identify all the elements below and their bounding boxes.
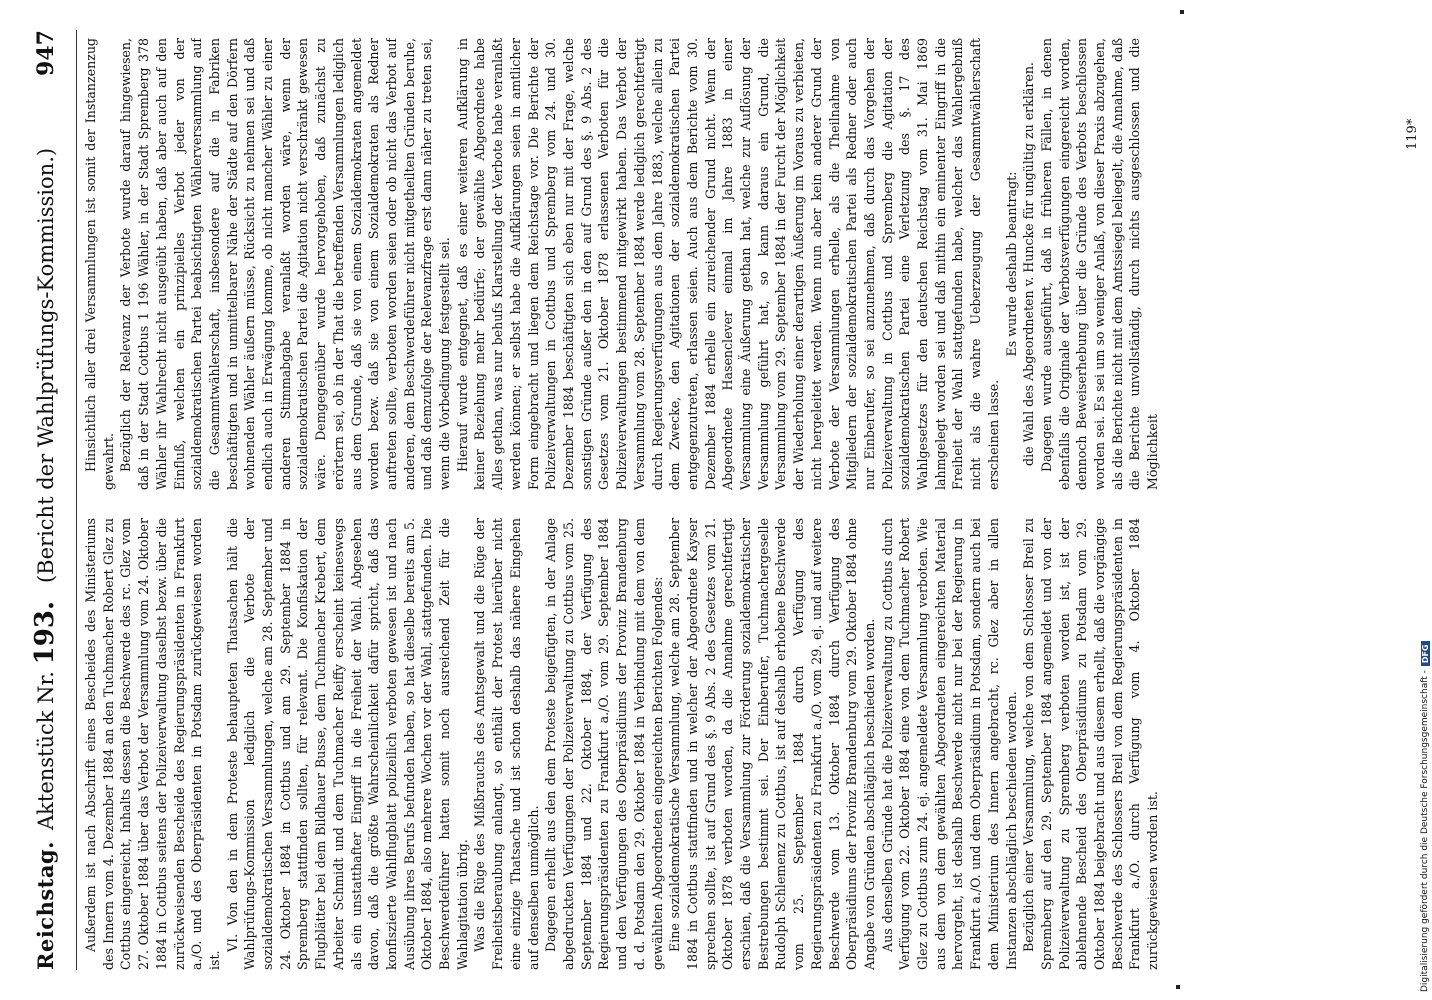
right-paragraph: Bezüglich der Relevanz der Verbote wurde darauf hingewiesen, daß in der Stadt Cottbus 1 196 Wähler, in der Stadt Spremberg 378 Wähler ihr Wahlrecht nicht ausgeübt haben, daß aber auch auf den Einfluß, welchen ein prinzipielles Verbot jeder von der sozialdemokratischen Partei beabsichtigten Wählerversammlung auf die Gesammtwählerschaft, insbesondere auf die in Fabriken beschäftigten und in unmittelbarer Nähe der Städte auf den Dörfern wohnenden Wähler äußern müsse, Rücksicht zu nehmen sei und daß endlich auch in Erwägung komme, ob nicht mancher Wähler zu einer anderen Stimmabgabe veranlaßt worden wäre, wenn der sozialdemokratischen Partei die Agitation nicht verschränkt gewesen wäre. Demgegenüber wurde hervorgehoben, daß zunächst zu erörtern sei, ob in der That die betreffenden Versammlungen lediglich aus dem Grunde, daß sie von einem Sozialdemokraten angemeldet worden bezw. daß sie von einem Sozialdemokraten als Redner auftreten sollte, verboten worden seien oder ob nicht das Verbot auf anderen, dem Beschwerdeführer nicht mitgetheilten Gründen beruhe, und daß demzufolge der Relevanzfrage erst dann näher zu treten sei, wenn die Vorbedingung festgestellt sei. <box>118 38 453 490</box>
digitization-credit <box>1418 0 1432 1000</box>
right-paragraph: Hinsichtlich aller drei Versammlungen ist somit der Instanzenzug gewahrt. <box>83 38 116 490</box>
left-paragraph: VI. Von den in dem Proteste behaupteten Thatsachen hält die Wahlprüfungs-Kommission lediglich die Verbote der sozialdemokratischen Versammlungen, welche am 28. September und 24. Oktober 1884 in Cottbus und am 29. September 1884 in Spremberg stattfinden sollten, für relevant. Die Konfiskation der Flugblätter bei dem Bildhauer Busse, dem Tuchmacher Krebert, dem Arbeiter Schmidt und dem Tuchmacher Reiffy erscheint keineswegs als ein unstatthafter Eingriff in die Freiheit der Wahl. Abgesehen davon, daß die größte Wahrscheinlichkeit dafür spricht, daß das konfiszierte Wahlflugblatt polizeilich verboten gewesen ist und nach Ausübung ihres Berufs befunden haben, so hat dieselbe bereits am 5. Oktober 1884, also mehrere Wochen vor der Wahl, stattgefunden. Die Beschwerdeführer hatten somit noch ausreichend Zeit für die Wahlagitation übrig. <box>224 518 470 970</box>
left-paragraph: Aus denselben Gründe hat die Polizeiverwaltung zu Cottbus durch Verfügung vom 22. Oktober 1884 eine von dem Tuchmacher Robert Glez zu Cottbus zum 24. ej. angemeldete Versammlung verboten. Wie aus dem von dem gewählten Abgeordneten eingereichten Material hervorgeht, ist deshalb Beschwerde nicht nur bei der Regierung in Frankfurt a./O. und dem Oberpräsidium in Potsdam, sondern auch bei dem Ministerium des Innern angebracht, rc. Glez aber in allen Instanzen abschläglich beschieden worden. <box>879 518 1019 970</box>
right-paragraph: Dagegen wurde ausgeführt, daß in früheren Fällen, in denen ebenfalls die Originale der Verbotsverfügungen eingereicht worden, dennoch Beweiserhebung über die Gründe des Verbots beschlossen worden sei. Es sei um so weniger Anlaß, von dieser Praxis abzugehen, als die Berichte nicht mit dem Amtssiegel beliegelt, die Annahme, daß die Berichte unvollständig, durch nichts ausgeschlossen und die Möglichkeit <box>1038 38 1161 490</box>
motion-intro: Es wurde deshalb beantragt: <box>1003 171 1019 357</box>
header-subtitle: (Bericht der Wahlprüfungs-Kommission.) <box>34 147 58 584</box>
right-column <box>82 38 1402 490</box>
header-rule <box>76 30 77 970</box>
left-paragraph: Dagegen erhellt aus den dem Proteste beigefügten, in der Anlage abgedruckten Verfügungen der Polizeiverwaltung zu Cottbus vom 25. September 1884 und 22. Oktober 1884, der Verfügung des Regierungspräsidenten zu Frankfurt a./O. vom 29. September 1884 und den Verfügungen des Oberpräsidiums der Provinz Brandenburg d. d. Potsdam den 29. Oktober 1884 in Verbindung mit dem von dem gewählten Abgeordneten eingereichten Berichten Folgendes: <box>543 518 665 970</box>
scan-mark <box>1180 10 1184 14</box>
left-paragraph: Eine sozialdemokratische Versammlung, welche am 28. September 1884 in Cottbus stattfinden und in welcher der Abgeordnete Kayser sprechen sollte, ist auf Grund des §. 9 Abs. 2 des Gesetzes vom 21. Oktober 1878 verboten worden, da die Annahme gerechtfertigt erschien, daß die Versammlung zur Förderung sozialdemokratischer Bestrebungen bestimmt sei. Der Einberufer, Tuchmachergeselle Rudolph Schlemenz zu Cottbus, ist auf deshalb erhobene Beschwerde vom 25. September 1884 durch Verfügung des Regierungspräsidenten zu Frankfurt a./O. vom 29. ej. und auf weitere Beschwerde vom 13. Oktober 1884 durch Verfügung des Oberpräsidiums der Provinz Brandenburg vom 29. Oktober 1884 ohne Angabe von Gründen abschläglich beschieden worden. <box>667 518 877 970</box>
credit-text: Digitalisierung gefördert durch die Deutsche Forschungsgemeinschaft - <box>1420 670 1430 992</box>
header-reichstag: Reichstag. <box>33 841 58 970</box>
left-paragraph: Was die Rüge des Mißbrauchs des Amtsgewalt und die Rüge der Freiheitsberaubung anlangt, so enthält der Protest hierüber nicht eine einzige Thatsache und ist schon deshalb das nähere Eingehen auf denselben unmöglich. <box>472 518 541 970</box>
signature-mark: 119* <box>1405 118 1420 150</box>
left-paragraph: Außerdem ist nach Abschrift eines Bescheides des Ministeriums des Innern vom 4. Dezember 1884 an den Tuchmacher Robert Glez zu Cottbus eingereicht, Inhalts dessen die Beschwerde des rc. Glez vom 27. Oktober 1884 über das Verbot der Versammlung vom 24. Oktober 1884 in Cottbus seitens der Polizeiverwaltung daselbst bezw. über die zurückweisenden Bescheide des Regierungspräsidenten in Frankfurt a./O. und des Oberpräsidenten in Potsdam zurückgewiesen worden ist. <box>83 518 222 970</box>
right-paragraph: Hierauf wurde entgegnet, daß es einer weiteren Aufklärung in keiner Beziehung mehr bedürfe; der gewählte Abgeordnete habe Alles gethan, was nur behufs Klarstellung der Verbote habe veranlaßt werden können; er selbst habe die Aufklärungen seien in amtlicher Form eingebracht und liegen dem Reichstage vor. Die Berichte der Polizeiverwaltungen in Cottbus und Spremberg vom 24. und 30. Dezember 1884 beschäftigten sich eben nur mit der Frage, welche sonstigen Gründe außer den in den auf Grund des §. 9 Abs. 2 des Gesetzes vom 21. Oktober 1878 erlassenen Verboten für die Polizeiverwaltungen bestimmend mitgewirkt haben. Das Verbot der Versammlung vom 28. September 1884 werde lediglich gerechtfertigt durch Regierungsverfügungen aus dem Jahre 1883, welche allein zu dem Zwecke, den Agitationen der sozialdemokratischen Partei entgegenzutreten, erlassen seien. Auch aus dem Berichte vom 30. Dezember 1884 erhelle ein zureichender Grund nicht. Wenn der Abgeordnete Hasenclever einmal im Jahre 1883 in einer Versammlung eine Äußerung gethan hat, welche zur Auflösung der Versammlung geführt hat, so kann daraus ein Grund, die Versammlung vom 29. September 1884 in der Furcht der Möglichkeit der Wiederholung einer derartigen Äußerung im Voraus zu verbieten, nicht hergeleitet werden. Wenn nun aber kein anderer Grund der Verbote der Versammlungen erhelle, als die Theilnahme von Mitgliedern der sozialdemokratischen Partei als Redner oder auch nur Einberufer, so sei anzunehmen, daß durch das Vorgehen der Polizeiverwaltung in Cottbus und Spremberg die Agitation der sozialdemokratischen Partei eine Verletzung des §. 17 des Wahlgesetzes für den deutschen Reichstag vom 31. Mai 1869 lahmgelegt worden sei und daß mithin ein eminenter Eingriff in die Freiheit der Wahl stattgefunden habe, welcher das Wahlergebniß nicht als die wahre Ueberzeugung der Gesammtwählerschaft erscheinen lasse. <box>454 38 1001 490</box>
dfg-badge: DFG <box>1421 641 1430 666</box>
left-column <box>82 518 1402 970</box>
header-aktenstueck-number: 193. <box>30 601 60 665</box>
header-aktenstueck <box>30 601 60 830</box>
page-header <box>30 30 70 970</box>
scan-mark <box>1176 985 1180 989</box>
left-paragraph: Bezüglich einer Versammlung, welche von dem Schlosser Breil zu Spremberg auf den 29. September 1884 angemeldet und von der Polizeiverwaltung zu Spremberg verboten worden ist, ist der ablehnende Bescheid des Oberpräsidiums zu Potsdam vom 29. Oktober 1884 beigebracht und aus diesem erhellt, daß die vorgängige Beschwerde des Schlossers Breil von dem Regierungspräsidenten in Frankfurt a./O. durch Verfügung vom 4. Oktober 1884 zurückgewiesen worden ist. <box>1021 518 1161 970</box>
motion-text: die Wahl des Abgeordneten v. Huncke für ungültig zu erklären. <box>1021 62 1037 466</box>
page-number: 947 <box>33 30 59 76</box>
header-aktenstueck-label: Aktenstück Nr. <box>34 671 58 830</box>
